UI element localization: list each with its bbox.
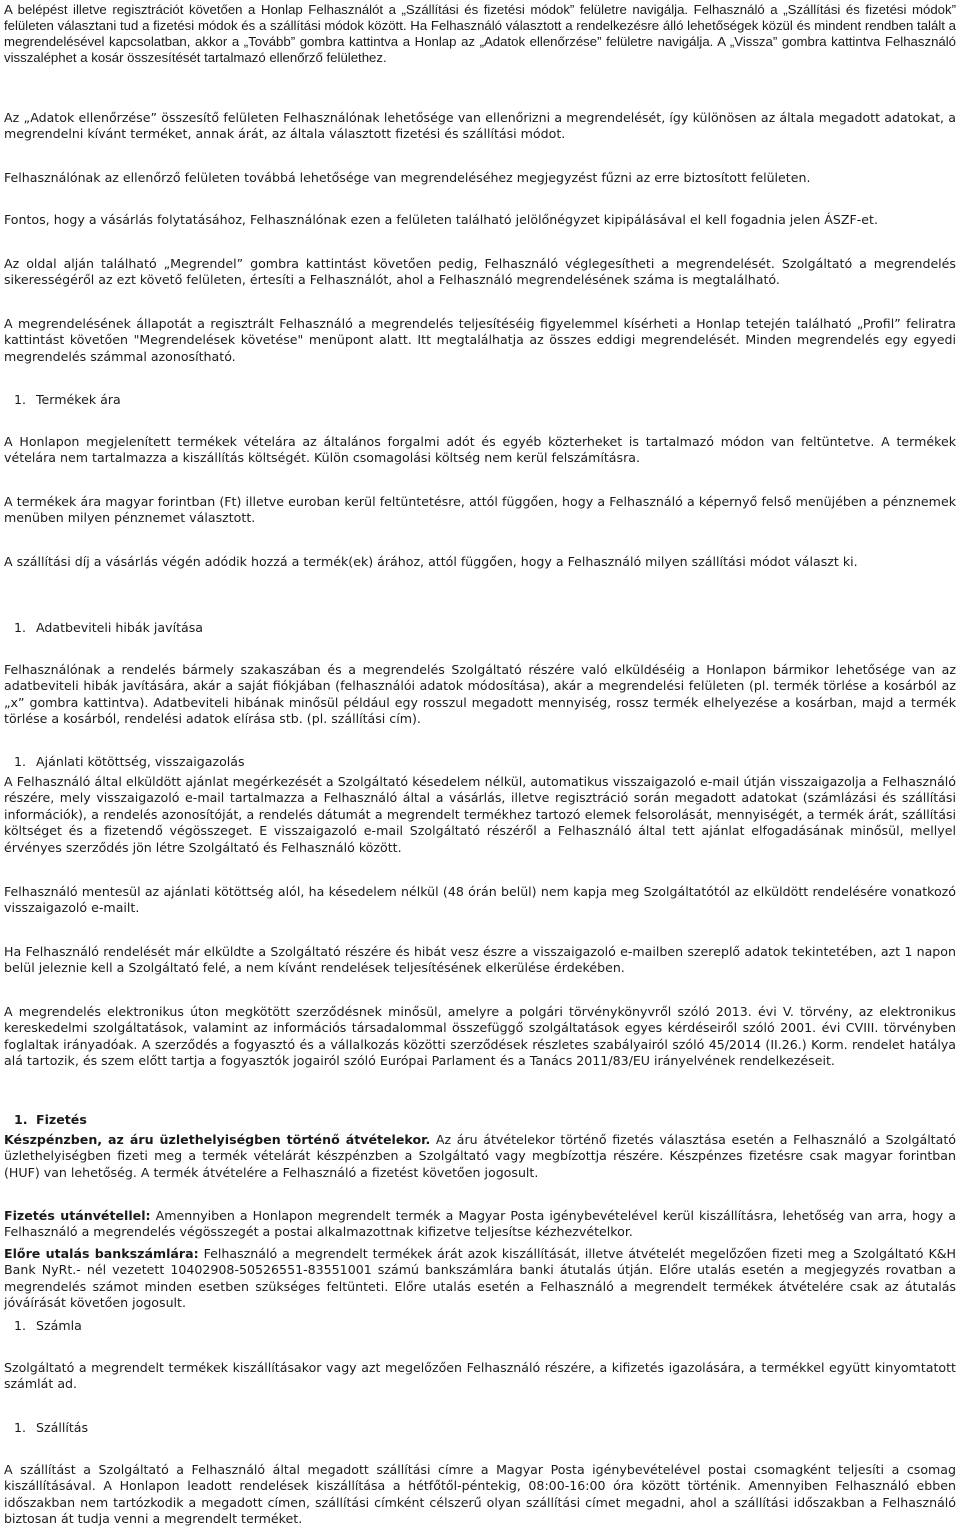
payment-transfer-text: Felhasználó a megrendelt termékek árát azok kiszállítását, illetve átvételét megelőzően fizeti meg a Szolgáltató K&H Bank NyRt.- nél vezetett 10402908-50526551-83551001 számú bankszámlára banki átutalás útján. Előre utalás esetén a megjegyzés rovatban a megrendelés számot minden esetben szükséges feltünteti. Előre utalás esetén a Felhasználó a megrendelt termékek átvételére csak az átutalás jóváírását követően jogosult.	[4, 1246, 956, 1311]
payment-cod-title: Fizetés utánvétellel:	[4, 1208, 151, 1223]
paragraph-prices-vat: A Honlapon megjelenített termékek vételára az általános forgalmi adót és egyéb közterheket is tartalmazó módon van feltüntetve. A termékek vételára nem tartalmazza a kiszállítás költségét. Külön csomagolási költség nem kerül felszámításra.	[4, 434, 956, 466]
paragraph-report-errors: Ha Felhasználó rendelését már elküldte a Szolgáltató részére és hibát vesz észre a visszaigazoló e-mailben szereplő adatok tekintetében, azt 1 napon belül jeleznie kell a Szolgáltató felé, a nem kívánt rendelések teljesítésének elkerülése érdekében.	[4, 944, 956, 976]
paragraph-shipping: A szállítást a Szolgáltató a Felhasználó által megadott szállítási címre a Magyar Posta igénybevételével postai csomagként teljesíti a csomag kiszállításával. A Honlapon leadott rendelések kiszállítása a hétfőtől-péntekig, 08:00-16:00 óra között történik. Amennyiben Felhasználó ebben időszakban nem tartózkodik a megadott címen, szállítási címként célszerű olyan szállítási címet megadni, ahol a szállítási időszakban a Felhasználó biztosan át tudja venni a megrendelt terméket.	[4, 1462, 956, 1527]
section-heading-prices	[14, 392, 121, 408]
paragraph-input-errors: Felhasználónak a rendelés bármely szakaszában és a megrendelés Szolgáltató részére való elküldéséig a Honlapon bármikor lehetősége van az adatbeviteli hibák javítására, akár a saját fiókjában (felhasználói adatok módosítása), akár a megrendelési felületen (pl. termék törlése a kosárból az „x” gombra kattintva). Adatbeviteli hibának minősül például egy rosszul megadott mennyiség, rossz termék elhelyezése a kosárban, majd a termék törlése a kosárból, rendelési adatok elírása stb. (pl. szállítási cím).	[4, 662, 956, 727]
paragraph-order-status: A megrendelésének állapotát a regisztrált Felhasználó a megrendelés teljesítéséig figyelemmel kísérheti a Honlap tetején található „Profil” feliratra kattintást követően "Megrendelések követése" menüpont alatt. Itt megtalálhatja az összes eddigi megrendelését. Minden megrendelés egy egyedi megrendelés számmal azonosítható.	[4, 316, 956, 364]
heading-number: 1.	[14, 1318, 27, 1333]
paragraph-prices-currency: A termékek ára magyar forintban (Ft) illetve euroban kerül feltüntetésre, attól függően, hogy a Felhasználó a képernyő felső menüjében a pénznemek menüben milyen pénznemet választott.	[4, 494, 956, 526]
payment-cash-title: Készpénzben, az áru üzlethelyiségben történő átvételekor.	[4, 1132, 431, 1147]
paragraph-data-check: Az „Adatok ellenőrzése” összesítő felületen Felhasználónak lehetősége van ellenőrizni a megrendelését, így különösen az általa megadott adatokat, a megrendelni kívánt terméket, annak árát, az általa választott fizetési és szállítási módot.	[4, 110, 956, 142]
paragraph-shipping-fee: A szállítási díj a vásárlás végén adódik hozzá a termék(ek) árához, attól függően, hogy a Felhasználó milyen szállítási módot választ ki.	[4, 554, 858, 569]
heading-title: Ajánlati kötöttség, visszaigazolás	[36, 754, 245, 769]
heading-title: Fizetés	[36, 1112, 87, 1127]
paragraph-confirmation-email: A Felhasználó által elküldött ajánlat megérkezését a Szolgáltató késedelem nélkül, automatikus visszaigazoló e-mail útján visszaigazolja a Felhasználó részére, mely visszaigazoló e-mail tartalmazza a Felhasználó által a vásárlás, illetve regisztráció során megadott adatokat (számlázási és szállítási információk), a rendelés azonosítóját, a rendelés dátumát a megrendelt termékhez tartozó elemek felsorolását, mennyiségét, a termék árát, szállítási költséget és a fizetendő végösszeget. E visszaigazoló e-mail Szolgáltató részéről a Felhasználó által tett ajánlat elfogadásának minősül, mellyel érvényes szerződés jön létre Szolgáltató és Felhasználó között.	[4, 774, 956, 855]
heading-number: 1.	[14, 1420, 27, 1435]
heading-number: 1.	[14, 1112, 28, 1127]
section-heading-payment	[14, 1112, 87, 1128]
paragraph-payment-transfer	[4, 1246, 956, 1312]
paragraph-order-button: Az oldal alján található „Megrendel” gombra kattintást követően pedig, Felhasználó véglegesítheti a megrendelését. Szolgáltató a megrendelés sikerességéről az ezt követő felületen, értesíti a Felhasználót, ahol a Felhasználó megrendelésének száma is megtalálható.	[4, 256, 956, 288]
payment-transfer-title: Előre utalás bankszámlára:	[4, 1246, 199, 1261]
section-heading-shipping	[14, 1420, 88, 1436]
payment-cod-text: Amennyiben a Honlapon megrendelt termék a Magyar Posta igénybevételével kerül kiszállításra, lehetőség van arra, hogy a Felhasználó a megrendelés végösszegét a postai alkalmazottnak kifizetve teljesítse kézhezvételkor.	[4, 1208, 956, 1240]
payment-cash-text: Az áru átvételekor történő fizetés választása esetén a Felhasználó a Szolgáltató üzlethelyiségben fizeti meg a termék vételárát készpénzben a Szolgáltató vagy megbízottja részére. Készpénzes fizetésre csak magyar forintban (HUF) van lehetőség. A termék átvételére a Felhasználó a fizetést követően jogosult.	[4, 1132, 956, 1180]
intro-paragraph: A belépést illetve regisztrációt követően a Honlap Felhasználót a „Szállítási és fizetési módok” felületre navigálja. Felhasználó a „Szállítási és fizetési módok” felületen választani tud a fizetési módok és a szállítási módok között. Ha Felhasználó választott a rendelkezésre álló lehetőségek közül és mindent rendben talált a megrendelésével kapcsolatban, akkor a „Tovább” gombra kattintva a Honlap az „Adatok ellenőrzése” felületre navigálja. A „Vissza” gombra kattintva Felhasználó visszaléphet a kosár összesítését tartalmazó ellenőrző felülethez.	[4, 2, 956, 65]
heading-title: Szállítás	[36, 1420, 89, 1435]
paragraph-payment-cod	[4, 1208, 956, 1241]
paragraph-aszf: Fontos, hogy a vásárlás folytatásához, Felhasználónak ezen a felületen található jelölőnégyzet kipipálásával el kell fogadnia jelen ÁSZF-et.	[4, 212, 878, 227]
section-heading-confirmation	[14, 754, 245, 770]
paragraph-legal-basis: A megrendelés elektronikus úton megkötött szerződésnek minősül, amelyre a polgári törvénykönyvről szóló 2013. évi V. törvény, az elektronikus kereskedelmi szolgáltatások, valamint az információs társadalommal összefüggő szolgáltatások egyes kérdéseiről szóló 2001. évi CVIII. törvényben foglaltak irányadóak. A szerződés a fogyasztó és a vállalkozás közötti szerződések részletes szabályairól szóló 45/2014 (II.26.) Korm. rendelet hatálya alá tartozik, és szem előtt tartja a fogyasztók jogairól szóló Európai Parlament és a Tanács 2011/83/EU irányelvének rendelkezéseit.	[4, 1004, 956, 1069]
heading-number: 1.	[14, 754, 27, 769]
paragraph-payment-cash	[4, 1132, 956, 1181]
heading-number: 1.	[14, 392, 27, 407]
heading-number: 1.	[14, 620, 27, 635]
paragraph-invoice: Szolgáltató a megrendelt termékek kiszállításakor vagy azt megelőzően Felhasználó részére, a kifizetés igazolására, a termékkel együtt kinyomtatott számlát ad.	[4, 1360, 956, 1392]
heading-title: Termékek ára	[36, 392, 121, 407]
paragraph-offer-release: Felhasználó mentesül az ajánlati kötöttség alól, ha késedelem nélkül (48 órán belül) nem kapja meg Szolgáltatótól az elküldött rendelésére vonatkozó visszaigazoló e-mailt.	[4, 884, 956, 916]
heading-title: Adatbeviteli hibák javítása	[36, 620, 204, 635]
section-heading-invoice	[14, 1318, 82, 1334]
section-heading-input-errors	[14, 620, 203, 636]
paragraph-comment: Felhasználónak az ellenőrző felületen továbbá lehetősége van megrendeléséhez megjegyzést fűzni az erre biztosított felületen.	[4, 170, 811, 185]
heading-title: Számla	[36, 1318, 82, 1333]
